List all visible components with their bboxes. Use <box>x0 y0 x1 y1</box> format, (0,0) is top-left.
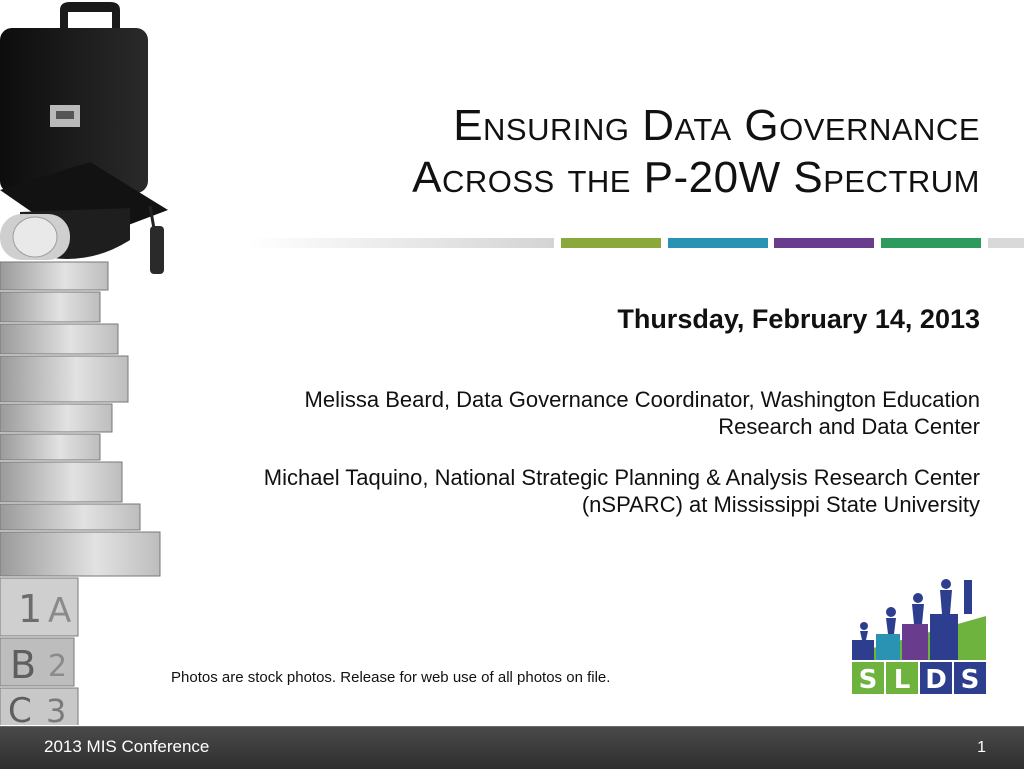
svg-text:L: L <box>893 665 911 695</box>
title-line-2: Across the P-20W Spectrum <box>412 153 980 202</box>
presenter-2: Michael Taquino, National Strategic Planning & Analysis Research Center (nSPARC) at Mississippi State University <box>263 465 980 517</box>
stock-photo-books-image <box>0 0 180 725</box>
svg-text:S: S <box>858 665 878 695</box>
divider-segment-teal <box>668 238 768 248</box>
title-divider <box>248 238 1024 248</box>
svg-text:3: 3 <box>46 692 67 725</box>
conference-name: 2013 MIS Conference <box>44 737 210 756</box>
footer-bar <box>0 726 1024 769</box>
divider-fade <box>248 238 554 248</box>
divider-segment-gray <box>988 238 1024 248</box>
divider-segment-green <box>561 238 661 248</box>
svg-text:S: S <box>960 665 980 695</box>
svg-text:D: D <box>925 665 947 695</box>
divider-segment-darkgreen <box>881 238 981 248</box>
svg-text:1: 1 <box>18 587 43 631</box>
presenter-1: Melissa Beard, Data Governance Coordinator, Washington Education Research and Data Center <box>304 387 980 439</box>
svg-text:2: 2 <box>48 649 68 684</box>
page-number: 1 <box>977 739 986 756</box>
svg-text:C: C <box>8 691 32 725</box>
slds-logo <box>846 576 986 698</box>
title-line-1: Ensuring Data Governance <box>453 101 980 150</box>
photo-credit: Photos are stock photos. Release for web use of all photos on file. <box>171 669 611 686</box>
slide-title <box>280 100 980 204</box>
svg-text:B: B <box>10 643 37 687</box>
svg-text:A: A <box>48 591 72 631</box>
presentation-date: Thursday, February 14, 2013 <box>617 304 980 334</box>
divider-segment-purple <box>774 238 874 248</box>
